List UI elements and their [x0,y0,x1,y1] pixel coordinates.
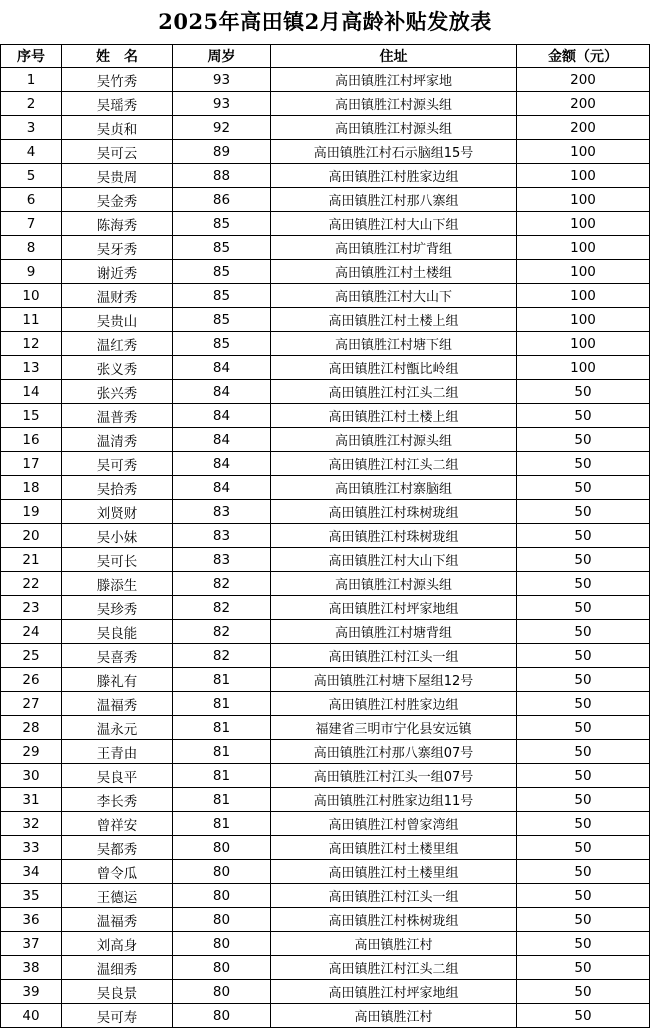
cell-amount: 100 [517,164,650,188]
cell-index: 5 [1,164,62,188]
cell-age: 93 [173,92,271,116]
cell-address: 高田镇胜江村胜家边组 [271,692,517,716]
cell-index: 23 [1,596,62,620]
cell-amount: 100 [517,308,650,332]
table-row [1,236,650,260]
cell-index: 15 [1,404,62,428]
cell-amount: 100 [517,284,650,308]
table-row [1,308,650,332]
cell-age: 85 [173,332,271,356]
table-row [1,908,650,932]
cell-age: 80 [173,980,271,1004]
cell-index: 36 [1,908,62,932]
cell-address: 高田镇胜江村土楼里组 [271,836,517,860]
table-row [1,68,650,92]
cell-amount: 50 [517,764,650,788]
cell-index: 35 [1,884,62,908]
cell-index: 31 [1,788,62,812]
cell-name: 吴良景 [62,980,173,1004]
table-row [1,932,650,956]
cell-index: 38 [1,956,62,980]
cell-index: 8 [1,236,62,260]
cell-name: 王德运 [62,884,173,908]
cell-amount: 100 [517,188,650,212]
cell-amount: 100 [517,356,650,380]
cell-age: 83 [173,524,271,548]
table-row [1,380,650,404]
cell-age: 81 [173,788,271,812]
cell-amount: 50 [517,884,650,908]
cell-address: 高田镇胜江村土楼里组 [271,860,517,884]
cell-name: 滕添生 [62,572,173,596]
cell-index: 3 [1,116,62,140]
cell-amount: 50 [517,404,650,428]
cell-age: 84 [173,428,271,452]
cell-index: 33 [1,836,62,860]
cell-age: 81 [173,692,271,716]
table-row [1,452,650,476]
cell-index: 12 [1,332,62,356]
cell-name: 李长秀 [62,788,173,812]
cell-amount: 100 [517,140,650,164]
cell-index: 29 [1,740,62,764]
cell-amount: 50 [517,716,650,740]
cell-amount: 100 [517,332,650,356]
cell-name: 吴拾秀 [62,476,173,500]
table-row [1,860,650,884]
cell-address: 高田镇胜江村塘下组 [271,332,517,356]
cell-name: 吴良能 [62,620,173,644]
cell-address: 高田镇胜江村珠树珑组 [271,524,517,548]
cell-index: 16 [1,428,62,452]
table-row [1,260,650,284]
cell-amount: 50 [517,788,650,812]
cell-amount: 50 [517,740,650,764]
cell-age: 85 [173,212,271,236]
cell-address: 高田镇胜江村那八寨组07号 [271,740,517,764]
table-row [1,140,650,164]
cell-address: 高田镇胜江村珠树珑组 [271,500,517,524]
cell-address: 高田镇胜江村胜家边组11号 [271,788,517,812]
cell-age: 80 [173,956,271,980]
cell-name: 温财秀 [62,284,173,308]
cell-age: 86 [173,188,271,212]
cell-age: 83 [173,548,271,572]
cell-index: 6 [1,188,62,212]
cell-index: 10 [1,284,62,308]
cell-name: 吴贵山 [62,308,173,332]
cell-age: 81 [173,764,271,788]
cell-amount: 200 [517,92,650,116]
cell-index: 11 [1,308,62,332]
subsidy-table [0,44,650,1028]
header-age: 周岁 [173,45,271,68]
cell-index: 13 [1,356,62,380]
table-row [1,596,650,620]
cell-index: 27 [1,692,62,716]
cell-name: 吴都秀 [62,836,173,860]
cell-name: 吴金秀 [62,188,173,212]
cell-age: 85 [173,236,271,260]
cell-amount: 50 [517,428,650,452]
cell-name: 温福秀 [62,692,173,716]
table-header-row [1,45,650,68]
table-row [1,164,650,188]
cell-index: 39 [1,980,62,1004]
cell-amount: 50 [517,956,650,980]
cell-age: 80 [173,860,271,884]
cell-amount: 50 [517,596,650,620]
cell-age: 82 [173,572,271,596]
cell-name: 张义秀 [62,356,173,380]
cell-name: 吴良平 [62,764,173,788]
cell-address: 高田镇胜江村株树珑组 [271,908,517,932]
cell-address: 高田镇胜江村 [271,932,517,956]
header-address: 住址 [271,45,517,68]
cell-name: 刘高身 [62,932,173,956]
cell-address: 高田镇胜江村大山下组 [271,212,517,236]
cell-address: 高田镇胜江村土楼组 [271,260,517,284]
cell-address: 高田镇胜江村塘下屋组12号 [271,668,517,692]
cell-amount: 50 [517,380,650,404]
cell-name: 吴小妹 [62,524,173,548]
cell-name: 温清秀 [62,428,173,452]
cell-name: 陈海秀 [62,212,173,236]
cell-age: 84 [173,380,271,404]
table-row [1,692,650,716]
table-row [1,476,650,500]
cell-address: 高田镇胜江村江头一组07号 [271,764,517,788]
cell-age: 88 [173,164,271,188]
cell-age: 81 [173,812,271,836]
table-row [1,740,650,764]
cell-age: 80 [173,1004,271,1028]
cell-index: 9 [1,260,62,284]
cell-address: 高田镇胜江村圹背组 [271,236,517,260]
cell-amount: 50 [517,836,650,860]
cell-name: 曾祥安 [62,812,173,836]
table-row [1,956,650,980]
cell-age: 81 [173,668,271,692]
cell-amount: 200 [517,68,650,92]
cell-age: 85 [173,284,271,308]
cell-name: 吴瑶秀 [62,92,173,116]
cell-name: 吴珍秀 [62,596,173,620]
cell-address: 高田镇胜江村 [271,1004,517,1028]
cell-index: 20 [1,524,62,548]
cell-address: 高田镇胜江村土楼上组 [271,404,517,428]
cell-amount: 50 [517,932,650,956]
cell-name: 吴可寿 [62,1004,173,1028]
cell-amount: 50 [517,548,650,572]
table-row [1,884,650,908]
cell-name: 刘贤财 [62,500,173,524]
cell-amount: 50 [517,476,650,500]
table-row [1,188,650,212]
cell-address: 高田镇胜江村源头组 [271,572,517,596]
cell-address: 高田镇胜江村坪家地 [271,68,517,92]
cell-address: 高田镇胜江村塘背组 [271,620,517,644]
cell-age: 80 [173,836,271,860]
cell-address: 高田镇胜江村曾家湾组 [271,812,517,836]
cell-name: 温永元 [62,716,173,740]
cell-age: 92 [173,116,271,140]
table-row [1,836,650,860]
table-row [1,92,650,116]
cell-index: 22 [1,572,62,596]
cell-amount: 50 [517,980,650,1004]
cell-address: 高田镇胜江村坪家地组 [271,980,517,1004]
cell-amount: 50 [517,1004,650,1028]
cell-age: 80 [173,932,271,956]
cell-index: 30 [1,764,62,788]
cell-age: 83 [173,500,271,524]
header-index: 序号 [1,45,62,68]
cell-amount: 50 [517,692,650,716]
cell-address: 高田镇胜江村胜家边组 [271,164,517,188]
cell-age: 80 [173,884,271,908]
cell-address: 福建省三明市宁化县安远镇 [271,716,517,740]
cell-address: 高田镇胜江村江头二组 [271,452,517,476]
cell-address: 高田镇胜江村源头组 [271,116,517,140]
cell-name: 吴可长 [62,548,173,572]
table-row [1,524,650,548]
cell-name: 温福秀 [62,908,173,932]
table-row [1,212,650,236]
table-row [1,644,650,668]
cell-index: 28 [1,716,62,740]
table-row [1,284,650,308]
table-row [1,116,650,140]
cell-amount: 100 [517,260,650,284]
cell-amount: 50 [517,644,650,668]
table-row [1,812,650,836]
cell-name: 吴贵周 [62,164,173,188]
table-row [1,764,650,788]
cell-address: 高田镇胜江村大山下组 [271,548,517,572]
cell-index: 25 [1,644,62,668]
cell-index: 14 [1,380,62,404]
cell-name: 温普秀 [62,404,173,428]
table-row [1,620,650,644]
cell-age: 93 [173,68,271,92]
cell-amount: 200 [517,116,650,140]
header-name: 姓 名 [62,45,173,68]
cell-age: 85 [173,308,271,332]
cell-index: 19 [1,500,62,524]
cell-address: 高田镇胜江村大山下 [271,284,517,308]
cell-name: 谢近秀 [62,260,173,284]
table-row [1,980,650,1004]
cell-index: 17 [1,452,62,476]
cell-name: 吴可云 [62,140,173,164]
table-row [1,668,650,692]
cell-name: 王青由 [62,740,173,764]
table-body [1,68,650,1028]
table-row [1,572,650,596]
cell-amount: 100 [517,212,650,236]
cell-name: 张兴秀 [62,380,173,404]
cell-address: 高田镇胜江村那八寨组 [271,188,517,212]
cell-name: 吴喜秀 [62,644,173,668]
cell-index: 4 [1,140,62,164]
cell-amount: 50 [517,908,650,932]
cell-age: 82 [173,644,271,668]
cell-amount: 100 [517,236,650,260]
cell-name: 吴可秀 [62,452,173,476]
cell-address: 高田镇胜江村土楼上组 [271,308,517,332]
table-row [1,500,650,524]
cell-index: 37 [1,932,62,956]
cell-amount: 50 [517,572,650,596]
cell-age: 84 [173,452,271,476]
cell-address: 高田镇胜江村源头组 [271,92,517,116]
cell-address: 高田镇胜江村江头一组 [271,644,517,668]
cell-index: 24 [1,620,62,644]
cell-age: 82 [173,596,271,620]
cell-index: 32 [1,812,62,836]
cell-age: 84 [173,476,271,500]
cell-address: 高田镇胜江村江头二组 [271,956,517,980]
header-amount: 金额（元） [517,45,650,68]
table-row [1,716,650,740]
cell-age: 85 [173,260,271,284]
cell-amount: 50 [517,860,650,884]
cell-name: 吴贞和 [62,116,173,140]
cell-amount: 50 [517,812,650,836]
cell-amount: 50 [517,524,650,548]
cell-age: 80 [173,908,271,932]
cell-index: 26 [1,668,62,692]
cell-age: 84 [173,404,271,428]
cell-address: 高田镇胜江村江头二组 [271,380,517,404]
cell-name: 滕礼有 [62,668,173,692]
cell-address: 高田镇胜江村坪家地组 [271,596,517,620]
cell-address: 高田镇胜江村源头组 [271,428,517,452]
cell-index: 18 [1,476,62,500]
table-row [1,332,650,356]
cell-age: 81 [173,716,271,740]
cell-index: 2 [1,92,62,116]
cell-address: 高田镇胜江村寨脑组 [271,476,517,500]
table-row [1,548,650,572]
table-row [1,356,650,380]
table-row [1,788,650,812]
cell-amount: 50 [517,668,650,692]
cell-address: 高田镇胜江村石示脑组15号 [271,140,517,164]
cell-amount: 50 [517,500,650,524]
cell-index: 7 [1,212,62,236]
cell-age: 81 [173,740,271,764]
cell-index: 21 [1,548,62,572]
table-row [1,428,650,452]
cell-index: 40 [1,1004,62,1028]
table-row [1,404,650,428]
cell-name: 温红秀 [62,332,173,356]
page-title: 2025年高田镇2月高龄补贴发放表 [158,9,492,34]
cell-name: 吴牙秀 [62,236,173,260]
cell-name: 温细秀 [62,956,173,980]
cell-age: 89 [173,140,271,164]
cell-amount: 50 [517,620,650,644]
cell-age: 84 [173,356,271,380]
cell-address: 高田镇胜江村甑比岭组 [271,356,517,380]
cell-index: 34 [1,860,62,884]
cell-address: 高田镇胜江村江头一组 [271,884,517,908]
cell-name: 曾令瓜 [62,860,173,884]
cell-amount: 50 [517,452,650,476]
cell-age: 82 [173,620,271,644]
cell-index: 1 [1,68,62,92]
table-row [1,1004,650,1028]
cell-name: 吴竹秀 [62,68,173,92]
